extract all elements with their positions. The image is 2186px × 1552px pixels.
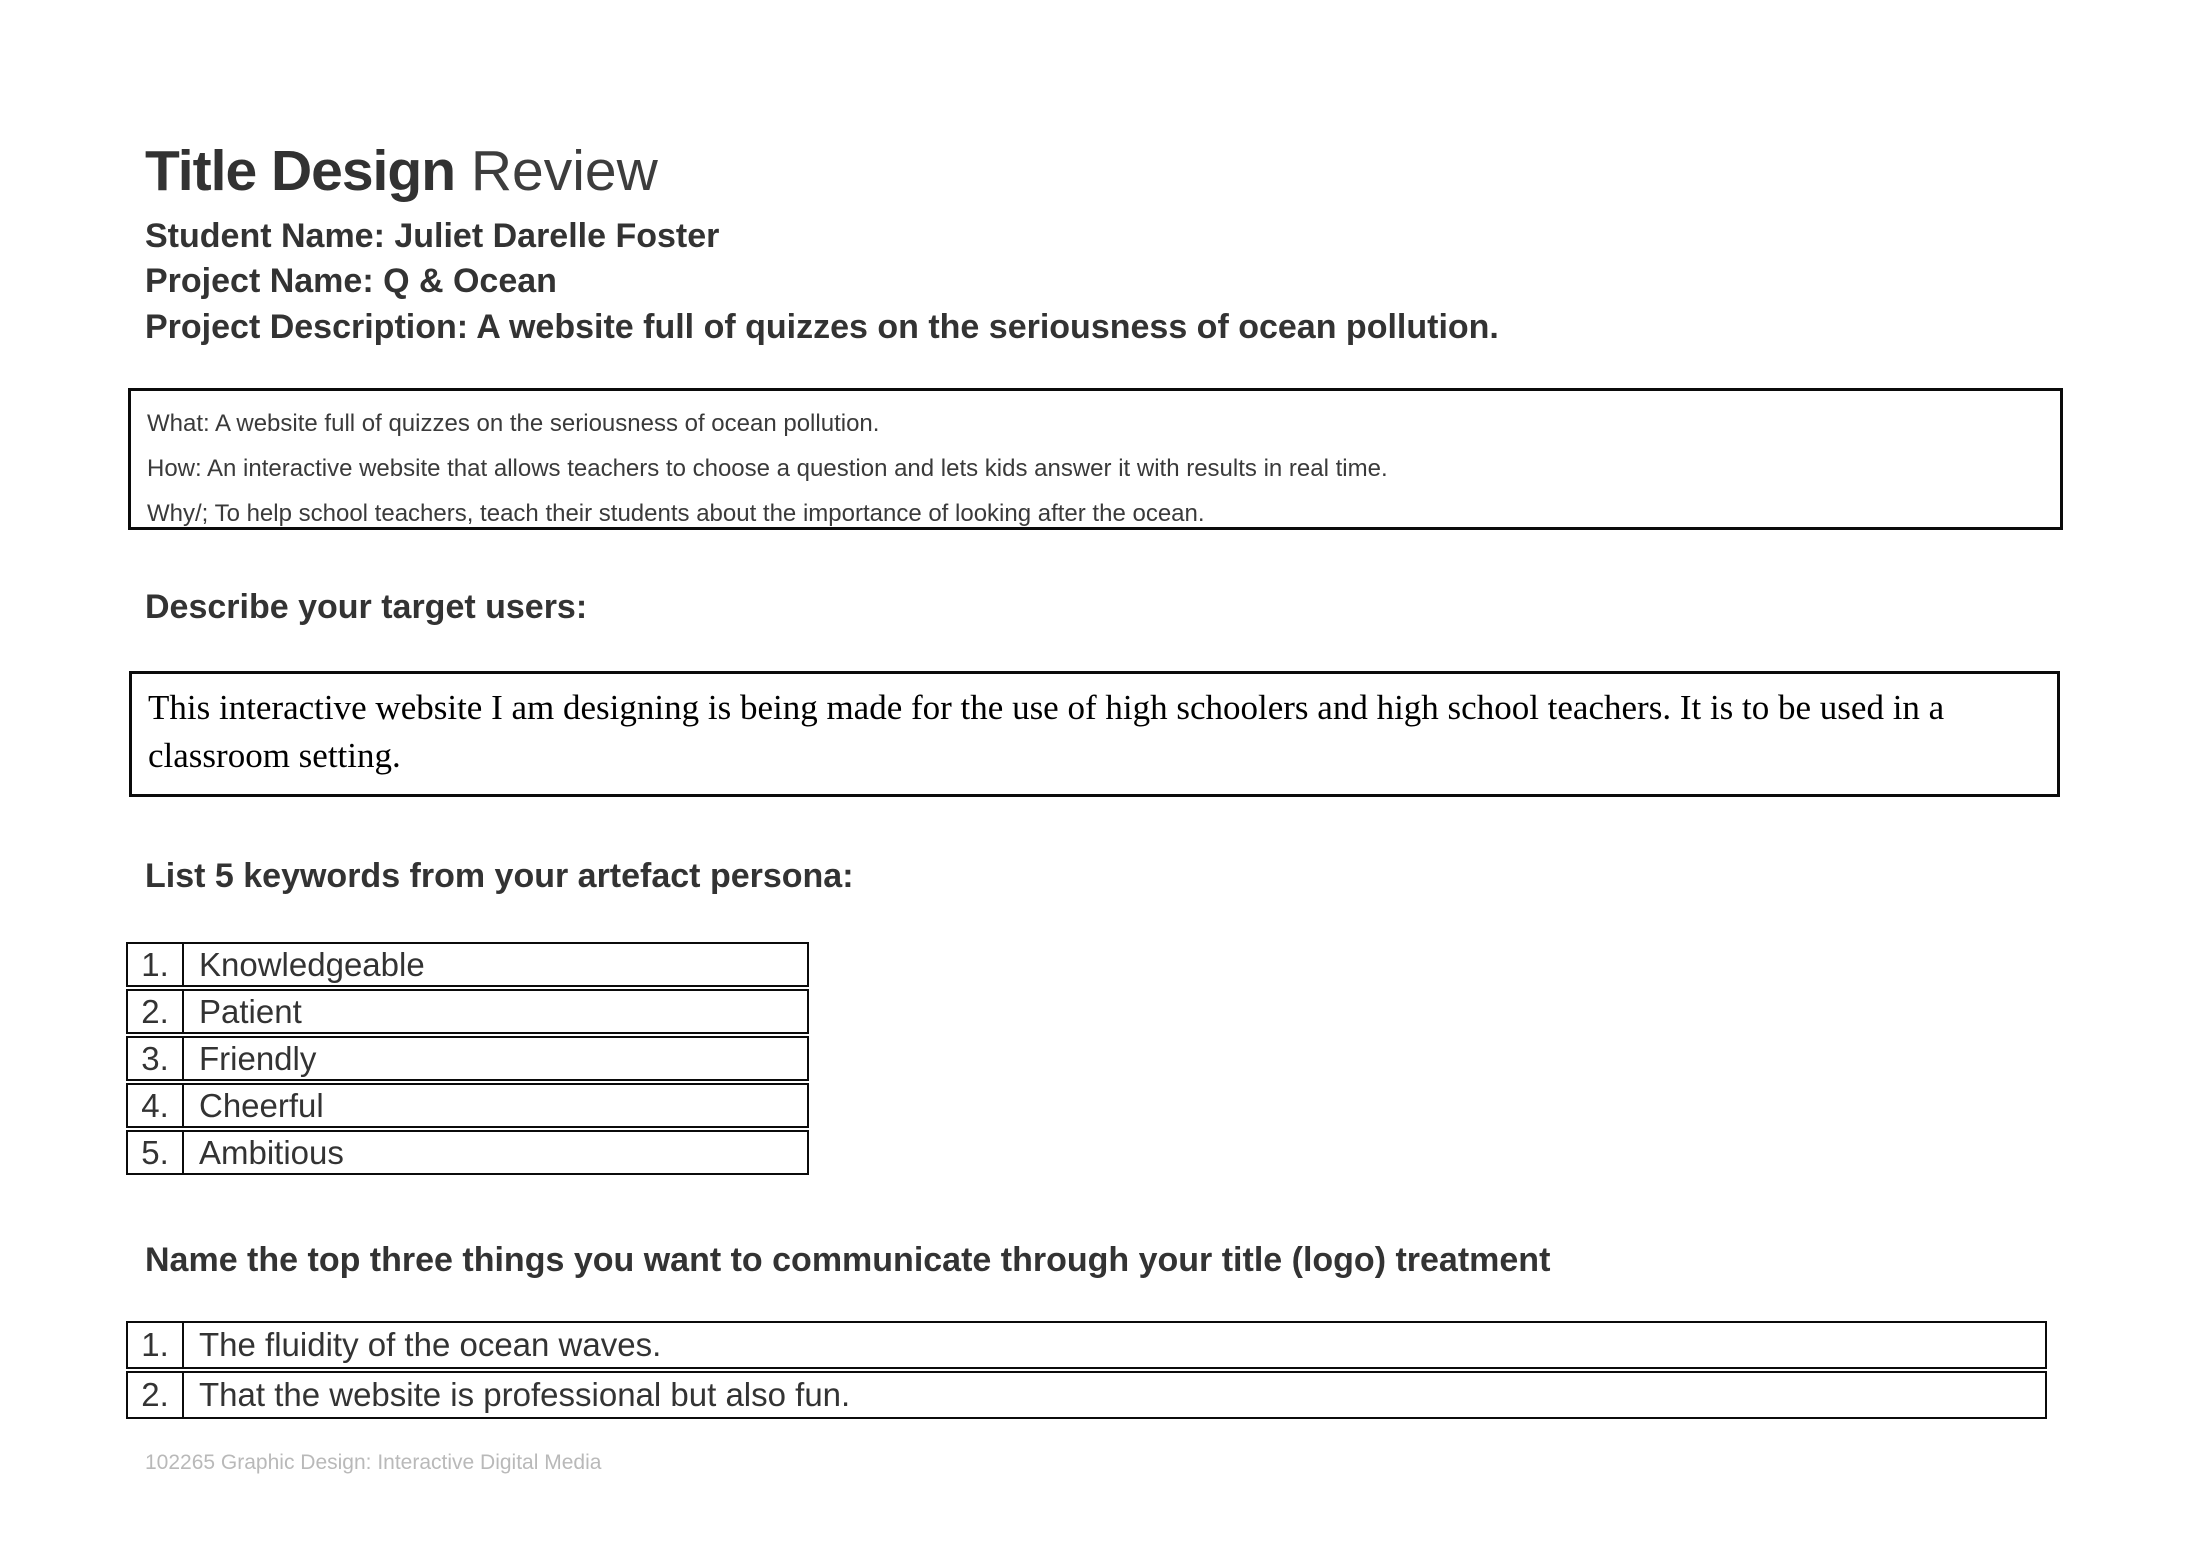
table-row [126, 1371, 2047, 1419]
table-row [126, 989, 809, 1034]
project-summary-box [128, 388, 2063, 530]
row-number: 5. [128, 1132, 184, 1173]
target-users-response-text: This interactive website I am designing is being made for the use of high schoolers and high school teachers. It is to be used in a classroom setting. [148, 688, 1945, 775]
table-row [126, 1036, 809, 1081]
table-row [126, 942, 809, 987]
row-text: Knowledgeable [199, 945, 425, 983]
student-name-line: Student Name: Juliet Darelle Foster [145, 217, 720, 255]
table-row [126, 1083, 809, 1128]
summary-why-line: Why/; To help school teachers, teach their students about the importance of looking after the ocean. [147, 500, 1205, 527]
page-title [145, 141, 658, 201]
row-number: 2. [128, 1373, 184, 1417]
communicate-heading: Name the top three things you want to communicate through your title (logo) treatment [145, 1241, 1551, 1279]
course-footer: 102265 Graphic Design: Interactive Digital Media [145, 1451, 602, 1474]
row-number: 4. [128, 1085, 184, 1126]
table-row [126, 1321, 2047, 1369]
row-number: 1. [128, 1323, 184, 1367]
row-text: Friendly [199, 1039, 317, 1077]
row-text: Patient [199, 992, 302, 1030]
page-title-secondary: Review [470, 139, 658, 203]
row-number: 3. [128, 1038, 184, 1079]
summary-how-line: How: An interactive website that allows teachers to choose a question and lets kids answer it with results in real time. [147, 455, 1388, 482]
keywords-table [126, 942, 809, 1177]
target-users-heading: Describe your target users: [145, 588, 588, 626]
row-number: 2. [128, 991, 184, 1032]
target-users-response-box [129, 671, 2060, 797]
keywords-heading: List 5 keywords from your artefact persona: [145, 857, 854, 895]
communicate-table [126, 1321, 2047, 1421]
summary-what-line: What: A website full of quizzes on the seriousness of ocean pollution. [147, 410, 880, 437]
page-title-primary: Title Design [145, 139, 456, 203]
table-row [126, 1130, 809, 1175]
row-text: Cheerful [199, 1086, 324, 1124]
row-text: That the website is professional but also fun. [199, 1376, 851, 1413]
project-description-line: Project Description: A website full of quizzes on the seriousness of ocean pollution. [145, 308, 1499, 346]
row-text: The fluidity of the ocean waves. [199, 1326, 662, 1363]
project-name-line: Project Name: Q & Ocean [145, 262, 557, 300]
row-number: 1. [128, 944, 184, 985]
row-text: Ambitious [199, 1133, 344, 1171]
